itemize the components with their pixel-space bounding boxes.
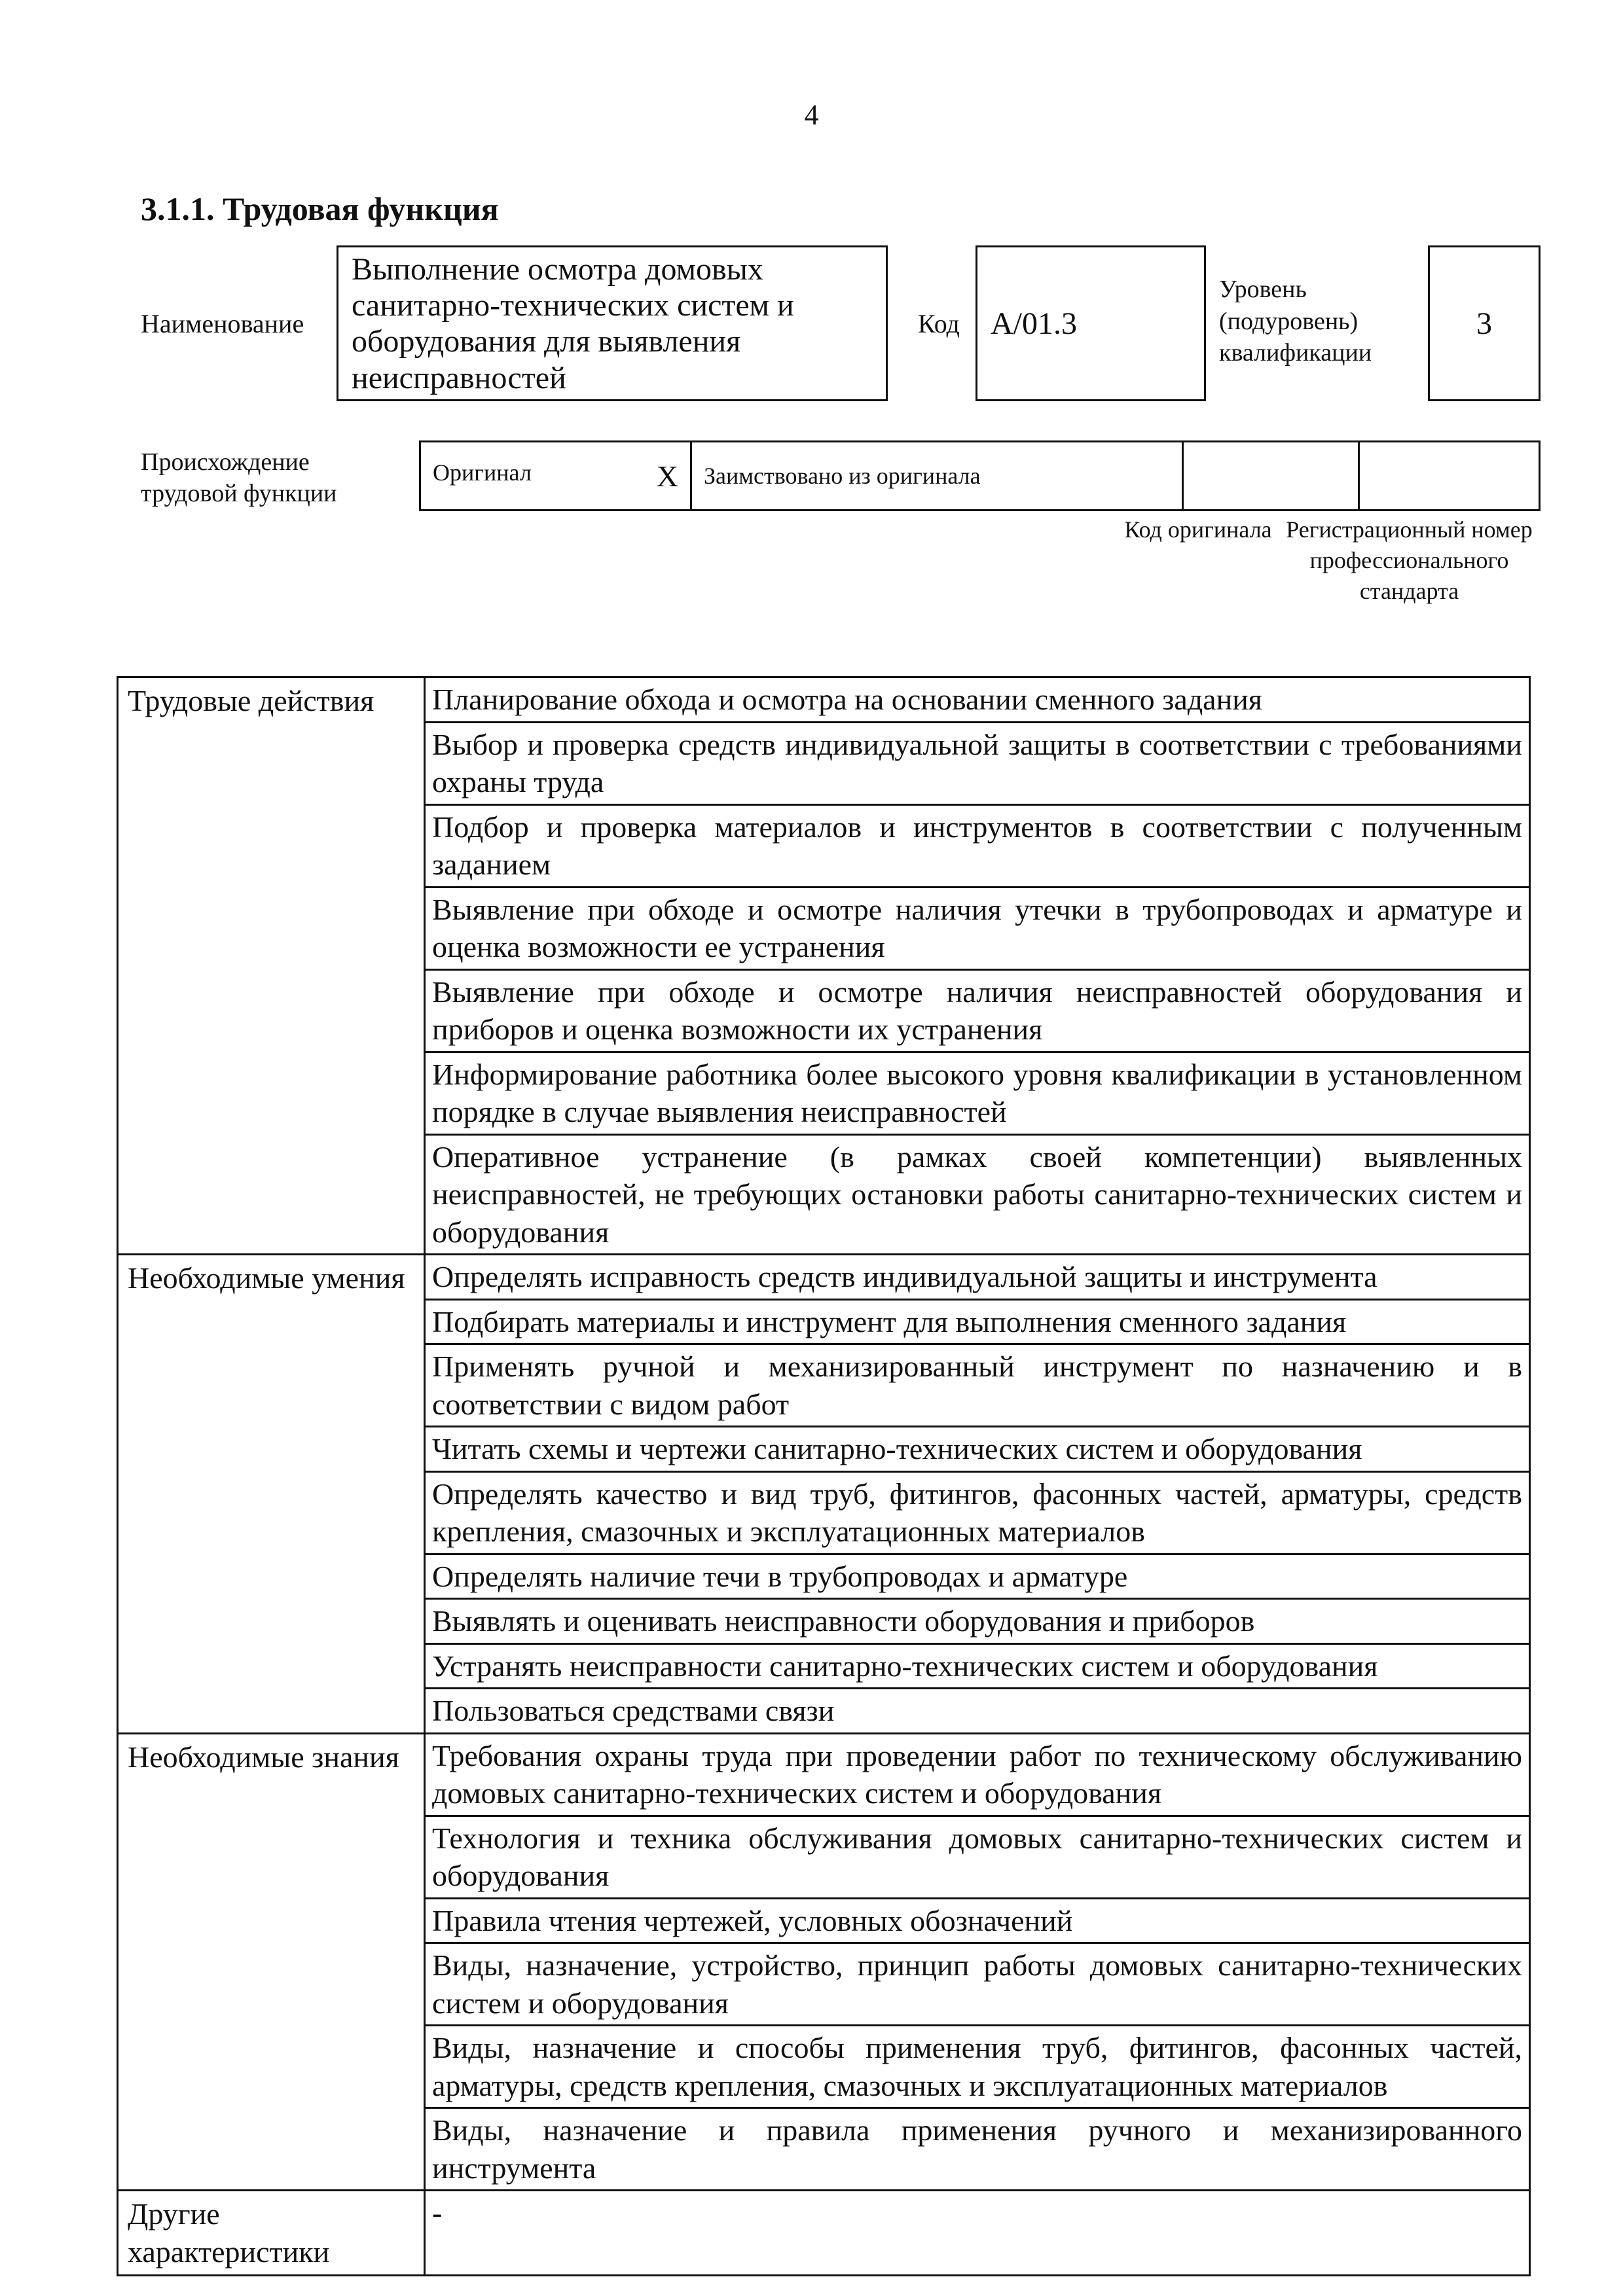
origin-label: Происхождение трудовой функции bbox=[141, 448, 337, 507]
section-item: Выявление при обходе и осмотре наличия неисправностей оборудования и приборов и оценка возможности их устранения bbox=[425, 969, 1530, 1052]
origin-original-mark: X bbox=[656, 459, 678, 493]
section-item: Правила чтения чертежей, условных обозначений bbox=[425, 1898, 1530, 1943]
section-title: Необходимые знания bbox=[118, 1733, 425, 2191]
section-item: Определять исправность средств индивидуальной защиты и инструмента bbox=[425, 1255, 1530, 1300]
qualification-level-label: Уровень (подуровень) квалификации bbox=[1219, 276, 1372, 367]
function-code-box: A/01.3 bbox=[976, 245, 1206, 401]
section-item: Планирование обхода и осмотра на основании сменного задания bbox=[425, 677, 1530, 723]
section-item: Оперативное устранение (в рамках своей компетенции) выявленных неисправностей, не требующих остановки работы санитарно-технических систем и оборудования bbox=[425, 1134, 1530, 1255]
section-item: - bbox=[425, 2191, 1530, 2276]
table-row bbox=[118, 2191, 1530, 2276]
table-row bbox=[118, 1255, 1530, 1300]
section-title: Необходимые умения bbox=[118, 1255, 425, 1734]
section-item: Определять качество и вид труб, фитингов, фасонных частей, арматуры, средств крепления, смазочных и эксплуатационных материалов bbox=[425, 1471, 1530, 1554]
section-item: Технология и техника обслуживания домовых санитарно-технических систем и оборудования bbox=[425, 1816, 1530, 1898]
section-item: Определять наличие течи в трубопроводах и арматуре bbox=[425, 1554, 1530, 1599]
section-item: Информирование работника более высокого уровня квалификации в установленном порядке в случае выявления неисправностей bbox=[425, 1052, 1530, 1134]
code-label: Код bbox=[918, 309, 960, 338]
page-number: 4 bbox=[804, 99, 819, 131]
name-label: Наименование bbox=[141, 309, 304, 338]
section-title: Другие характеристики bbox=[118, 2191, 425, 2276]
section-item: Выявлять и оценивать неисправности оборудования и приборов bbox=[425, 1599, 1530, 1644]
origin-code-caption: Код оригинала bbox=[1124, 516, 1272, 543]
section-item: Пользоваться средствами связи bbox=[425, 1689, 1530, 1734]
section-item: Виды, назначение и правила применения ручного и механизированного инструмента bbox=[425, 2108, 1530, 2191]
section-item: Требования охраны труда при проведении работ по техническому обслуживанию домовых санитарно-технических систем и оборудования bbox=[425, 1733, 1530, 1816]
section-item: Применять ручной и механизированный инструмент по назначению и в соответствии с видом работ bbox=[425, 1344, 1530, 1427]
origin-reg-cell bbox=[1359, 442, 1540, 511]
origin-original-label: Оригинал bbox=[433, 459, 532, 486]
origin-borrowed-cell: Заимствовано из оригинала bbox=[691, 442, 1183, 511]
table-row bbox=[118, 677, 1530, 723]
origin-code-cell bbox=[1183, 442, 1359, 511]
section-item: Выявление при обходе и осмотре наличия утечки в трубопроводах и арматуре и оценка возможности ее устранения bbox=[425, 887, 1530, 969]
section-item: Подбор и проверка материалов и инструментов в соответствии с полученным заданием bbox=[425, 804, 1530, 887]
table-row bbox=[118, 1733, 1530, 1816]
section-title: Трудовые действия bbox=[118, 677, 425, 1255]
section-item: Подбирать материалы и инструмент для выполнения сменного задания bbox=[425, 1299, 1530, 1344]
function-details-table bbox=[117, 676, 1531, 2276]
section-heading: 3.1.1. Трудовая функция bbox=[141, 190, 499, 227]
origin-original-cell bbox=[420, 442, 691, 511]
section-item: Виды, назначение и способы применения труб, фитингов, фасонных частей, арматуры, средств крепления, смазочных и эксплуатационных материалов bbox=[425, 2026, 1530, 2108]
origin-reg-caption: Регистрационный номер профессионального стандарта bbox=[1286, 516, 1533, 604]
origin-table bbox=[419, 440, 1541, 511]
function-name-box: Выполнение осмотра домовых санитарно-технических систем и оборудования для выявления неисправностей bbox=[337, 245, 888, 401]
section-item: Устранять неисправности санитарно-технических систем и оборудования bbox=[425, 1643, 1530, 1689]
section-item: Виды, назначение, устройство, принцип работы домовых санитарно-технических систем и оборудования bbox=[425, 1943, 1530, 2026]
section-item: Читать схемы и чертежи санитарно-технических систем и оборудования bbox=[425, 1427, 1530, 1472]
section-item: Выбор и проверка средств индивидуальной защиты в соответствии с требованиями охраны труда bbox=[425, 722, 1530, 804]
qualification-level-box: 3 bbox=[1428, 245, 1541, 401]
